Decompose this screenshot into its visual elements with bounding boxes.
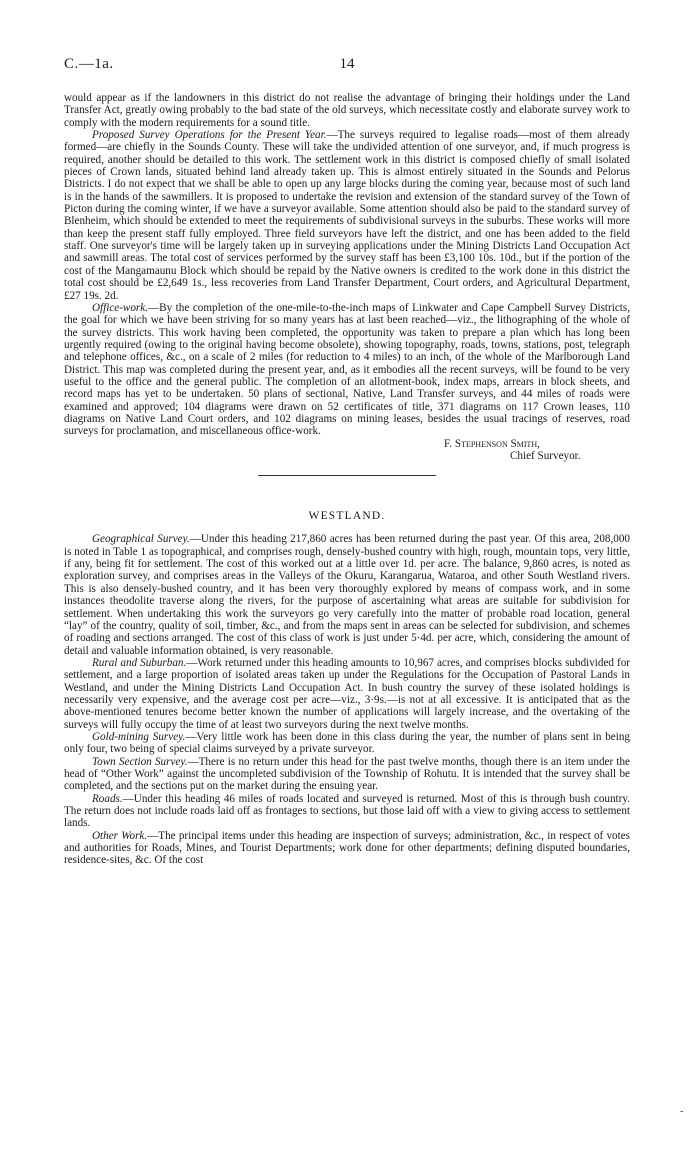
section-heading-gold: Gold-mining Survey. <box>92 730 186 743</box>
section-heading-roads: Roads. <box>92 792 123 805</box>
signature-block <box>64 438 630 463</box>
section-divider <box>258 475 436 476</box>
page-number: 14 <box>339 56 355 72</box>
section-heading-town: Town Section Survey. <box>92 755 188 768</box>
paragraph-town-section <box>64 756 630 793</box>
paragraph-text: —The principal items under this heading are inspection of surveys; administration, &c., in respect of votes and authorities for Roads, Mines, and Tourist Departments; work done for other departments; defining disputed boundaries, residence-sites, &c. Of the cost <box>64 829 630 867</box>
document-reference: C.—1a. <box>64 56 114 72</box>
paragraph-gold-mining <box>64 731 630 756</box>
paragraph-text: —Work returned under this heading amounts to 10,967 acres, and comprises blocks subdivided for settlement, and a large proportion of isolated areas taken up under the Regulations for the Occupation of Pastoral Lands in Westland, and under the Mining Districts Land Occupation Act. In bush country the survey of these isolated holdings is necessarily very expensive, and the average cost per acre—viz., 3·9s.—is not at all excessive. It is anticipated that as the above-mentioned tenures become better known the number of applications will largely increase, and the overtaking of the surveys will fully occupy the time of at least two surveyors during the next twelve months. <box>64 656 631 731</box>
section-heading-rural: Rural and Suburban. <box>92 656 187 669</box>
margin-mark: - <box>680 1105 684 1117</box>
paragraph-text: —The surveys required to legalise roads—most of them already formed—are chiefly in the Sounds County. These will take the undivided attention of one surveyor, and, if much progress is required, another should be detailed to this work. The settlement work in this district is composed chiefly of small isolated pieces of Crown lands, situated behind land already taken up. This is almost entirely situated in the Sounds and Pelorus Districts. I do not expect that we shall be able to open up any large blocks during the coming year, because most of such land is in the hands of the sawmillers. It is proposed to undertake the revision and extension of the standard survey of the Town of Picton during the coming winter, if we have a surveyor available. Some attention should also be paid to the standard survey of Blenheim, which should be extended to meet the requirements of subdivisional surveys in the suburbs. These works will more than keep the present staff fully employed. Three field surveyors have left the district, and one has been added to the field staff. One surveyor's time will be largely taken up in surveying applications under the Mining Districts Land Occupation Act and sawmill areas. The total cost of services performed by the survey staff has been £3,100 10s. 10d., but if the portion of the cost of the Mangamaunu Block which should be repaid by the Native owners is credited to the work done in this district the total cost should be £2,649 1s., less recoveries from Land Transfer Department, Court orders, and Agricultural Department, £27 19s. 2d. <box>64 129 630 302</box>
section-heading-proposed: Proposed Survey Operations for the Present Year. <box>92 129 327 142</box>
paragraph-office-work <box>64 302 630 438</box>
paragraph-text: —Very little work has been done in this class during the year, the number of plans sent in being only four, two being of special claims surveyed by a private surveyor. <box>64 730 630 756</box>
paragraph-geographical-survey <box>64 533 630 656</box>
signature-name: F. Stephenson Smith, <box>444 437 540 450</box>
section-title-westland: WESTLAND. <box>308 510 386 523</box>
paragraph-roads <box>64 793 630 830</box>
section-heading-office: Office-work. <box>92 301 148 314</box>
section-heading-geographical: Geographical Survey. <box>92 533 190 546</box>
paragraph-proposed-operations <box>64 129 630 302</box>
page-body <box>64 92 630 867</box>
paragraph-intro: would appear as if the landowners in this district do not realise the advantage of bringing their holdings under the Land Transfer Act, greatly owing probably to the bad state of the old surveys, which necessitate costly and elaborate survey work to comply with the modern requirements for a sound title. <box>64 92 630 129</box>
paragraph-text: —By the completion of the one-mile-to-the-inch maps of Linkwater and Cape Campbell Survey Districts, the goal for which we have been striving for so many years has at last been reached—viz., the lithographing of the whole of the survey districts. This work having been completed, the opportunity was taken to prepare a plan which has long been urgently required (owing to the original having become obsolete), showing topography, roads, towns, stations, post, telegraph and telephone offices, &c., on a scale of 2 miles (for reduction to 4 miles) to an inch, of the whole of the Marlborough Land District. This map was completed during the present year, and, as it embodies all the recent surveys, will be found to be very useful to the office and the general public. The completion of an allotment-book, index maps, arrears in block sheets, and record maps has yet to be undertaken. 50 plans of sectional, Native, Land Transfer surveys, and 44 miles of roads were examined and approved; 104 diagrams were drawn on 52 certificates of title, 371 diagrams on 117 Crown leases, 110 diagrams on Native Land Court orders, and 102 diagrams on mining leases, besides the usual tracings of reserves, road surveys for proclamation, and miscellaneous office-work. <box>64 301 630 438</box>
paragraph-other-work <box>64 830 630 867</box>
page-header <box>64 56 630 76</box>
paragraph-text: —Under this heading 46 miles of roads located and surveyed is returned. Most of this is through bush country. The return does not include roads laid off as frontages to sections, but those laid off with a view to giving access to settlement lands. <box>64 792 630 830</box>
paragraph-rural-suburban <box>64 657 630 731</box>
paragraph-text: —Under this heading 217,860 acres has been returned during the past year. Of this area, 208,000 is noted in Table 1 as topographical, and comprises rough, densely-bushed country with high, rough, mountain tops, very little, if any, being fit for settlement. The cost of this worked out at a little over 1d. per acre. The balance, 9,860 acres, is noted as exploration survey, and comprises areas in the Valleys of the Okuru, Karangarua, Wataroa, and other South Westland rivers. This is also densely-bushed country, and it has been very thoroughly explored by means of compass work, and in some instances theodolite traverse along the rivers, for the purpose of ascertaining what areas are suitable for subdivision for settlement. When undertaking this work the surveyors go very carefully into the matter of probable road location, general “lay” of the country, quality of soil, timber, &c., and from the maps sent in areas can be selected for subdivision, and schemes of roading and sections arranged. The cost of this class of work is just under 5·4d. per acre, which, considering the amount of detail and valuable information obtained, is very reasonable. <box>64 533 630 657</box>
paragraph-text: —There is no return under this head for the past twelve months, though there is an item under the head of “Other Work” against the uncompleted subdivision of the Township of Rohutu. It is intended that the survey shall be completed, and the sections put on the market during the ensuing year. <box>64 755 630 793</box>
signature-title: Chief Surveyor. <box>510 450 581 463</box>
section-heading-other: Other Work. <box>92 829 148 842</box>
